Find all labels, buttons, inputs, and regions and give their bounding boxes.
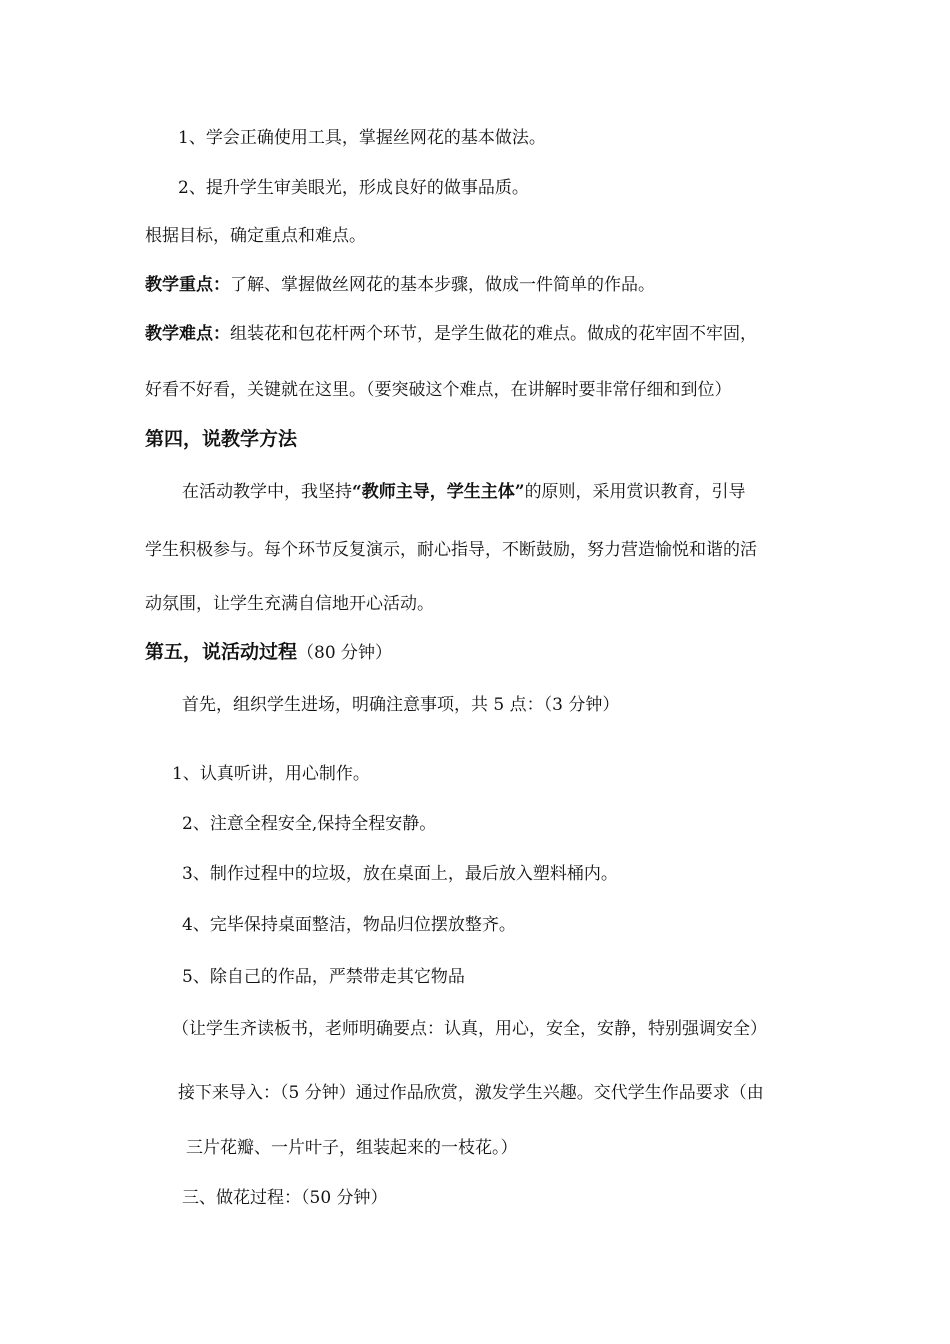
basis-text: 根据目标，确定重点和难点。 — [145, 226, 366, 246]
method-paragraph-line-1 — [182, 480, 746, 504]
method-emphasis: “教师主导，学生主体” — [352, 482, 525, 502]
rule-item-2: 2、注意全程安全,保持全程安静。 — [182, 814, 437, 834]
rule-item-5: 5、除自己的作品，严禁带走其它物品 — [182, 967, 465, 987]
method-text-a: 在活动教学中，我坚持 — [182, 482, 352, 502]
difficulty-text-2: 好看不好看，关键就在这里。（要突破这个难点，在讲解时要非常仔细和到位） — [145, 380, 732, 400]
step-3-heading: 三、做花过程：（50 分钟） — [182, 1188, 388, 1208]
method-paragraph-line-2: 学生积极参与。每个环节反复演示，耐心指导，不断鼓励，努力营造愉悦和谐的活 — [145, 540, 757, 560]
process-intro: 首先，组织学生进场，明确注意事项，共 5 点：（3 分钟） — [182, 695, 620, 715]
key-point-text: 了解、掌握做丝网花的基本步骤，做成一件简单的作品。 — [230, 275, 655, 295]
next-step-line-1: 接下来导入：（5 分钟）通过作品欣赏，激发学生兴趣。交代学生作品要求（由 — [178, 1083, 764, 1103]
section-5-heading — [145, 639, 392, 666]
section-4-heading: 第四，说教学方法 — [145, 428, 298, 450]
difficulty-text-1: 组装花和包花杆两个环节，是学生做花的难点。做成的花牢固不牢固， — [230, 324, 757, 344]
rule-item-4: 4、完毕保持桌面整洁，物品归位摆放整齐。 — [182, 915, 516, 935]
section-5-title: 第五，说活动过程 — [145, 641, 298, 663]
method-paragraph-line-3: 动氛围，让学生充满自信地开心活动。 — [145, 594, 434, 614]
goal-item-2: 2、提升学生审美眼光，形成良好的做事品质。 — [178, 178, 529, 198]
board-note: （让学生齐读板书，老师明确要点：认真，用心，安全，安静，特别强调安全） — [172, 1019, 767, 1039]
key-point-label: 教学重点： — [145, 275, 230, 295]
goal-item-1: 1、学会正确使用工具，掌握丝网花的基本做法。 — [178, 128, 546, 148]
rule-item-3: 3、制作过程中的垃圾，放在桌面上，最后放入塑料桶内。 — [182, 864, 618, 884]
method-text-c: 的原则，采用赏识教育，引导 — [524, 482, 746, 502]
section-5-duration: （80 分钟） — [297, 643, 393, 663]
rule-item-1: 1、认真听讲，用心制作。 — [172, 764, 370, 784]
teaching-key-point — [145, 273, 655, 297]
difficulty-label: 教学难点： — [145, 324, 230, 344]
teaching-difficulty — [145, 322, 757, 346]
next-step-line-2: 三片花瓣、一片叶子，组装起来的一枝花。） — [186, 1138, 518, 1158]
